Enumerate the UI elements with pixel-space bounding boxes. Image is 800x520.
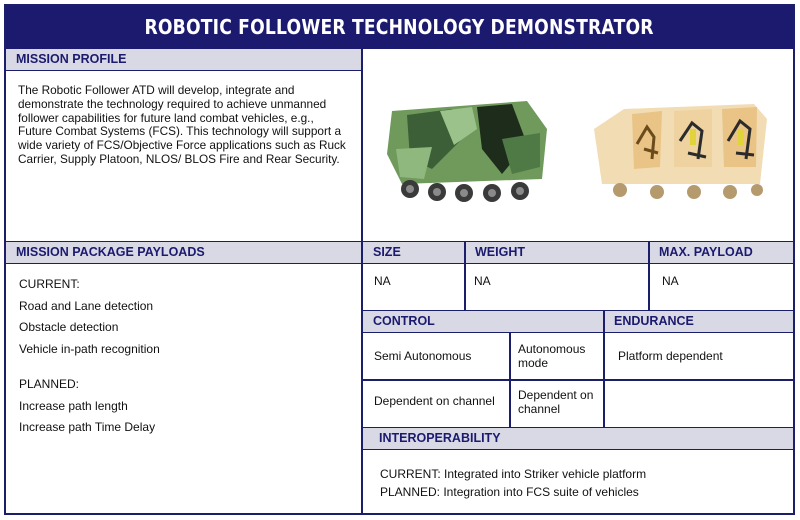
payload-item: Obstacle detection — [19, 320, 119, 334]
interoperability-header: INTEROPERABILITY — [363, 428, 793, 450]
payloads-header: MISSION PACKAGE PAYLOADS — [6, 242, 361, 264]
payloads-current-label: CURRENT: — [19, 277, 80, 291]
camouflage-vehicle-image — [387, 101, 547, 202]
endurance-header: ENDURANCE — [604, 311, 793, 333]
payload-item: Increase path length — [19, 398, 128, 413]
max-payload-value: NA — [662, 274, 679, 288]
mission-profile-text: The Robotic Follower ATD will develop, integrate and demonstrate the technology required to achieve unmanned follower capabilities for future land combat vehicles, e.g., Future Combat Systems (FCS). This technology will support a wide variety of FCS/Objective Force applications such as Ruck Carrier, Supply Platoon, NLOS/ BLOS Fire and Rear Security. — [18, 83, 346, 166]
control-autonomous-mode: Autonomous mode — [518, 342, 586, 370]
control-header: CONTROL — [363, 311, 603, 333]
control-dependent-channel-1: Dependent on channel — [374, 394, 495, 408]
size-value: NA — [374, 274, 391, 288]
endurance-divider — [603, 311, 605, 428]
max-payload-header: MAX. PAYLOAD — [649, 242, 793, 264]
cutaway-vehicle-image — [594, 104, 767, 199]
control-row-divider — [362, 379, 793, 381]
payload-item: Increase path Time Delay — [19, 420, 156, 434]
control-divider — [509, 333, 511, 428]
vehicle-illustrations — [362, 49, 793, 242]
weight-header: WEIGHT — [465, 242, 648, 264]
payloads-spacer — [19, 360, 349, 374]
spec-divider — [648, 242, 650, 310]
datasheet-frame — [4, 4, 795, 515]
size-header: SIZE — [363, 242, 464, 264]
endurance-value: Platform dependent — [618, 349, 723, 363]
payloads-planned-label: PLANNED: — [19, 377, 80, 391]
payload-item: Road and Lane detection — [19, 298, 154, 313]
control-dependent-channel-2: Dependent on channel — [518, 388, 594, 416]
mission-profile-header: MISSION PROFILE — [6, 49, 361, 71]
interop-planned: PLANNED: Integration into FCS suite of vehicles — [380, 485, 639, 499]
control-semi-autonomous: Semi Autonomous — [374, 349, 472, 363]
spec-divider — [464, 242, 466, 310]
interop-current: CURRENT: Integrated into Striker vehicle platform — [380, 467, 647, 481]
weight-value: NA — [474, 274, 491, 288]
page-title-text: ROBOTIC FOLLOWER TECHNOLOGY DEMONSTRATOR — [144, 15, 655, 39]
payload-item: Vehicle in-path recognition — [19, 341, 160, 356]
interoperability-body — [380, 465, 780, 501]
payloads-list — [19, 274, 349, 439]
page-title — [6, 6, 793, 49]
